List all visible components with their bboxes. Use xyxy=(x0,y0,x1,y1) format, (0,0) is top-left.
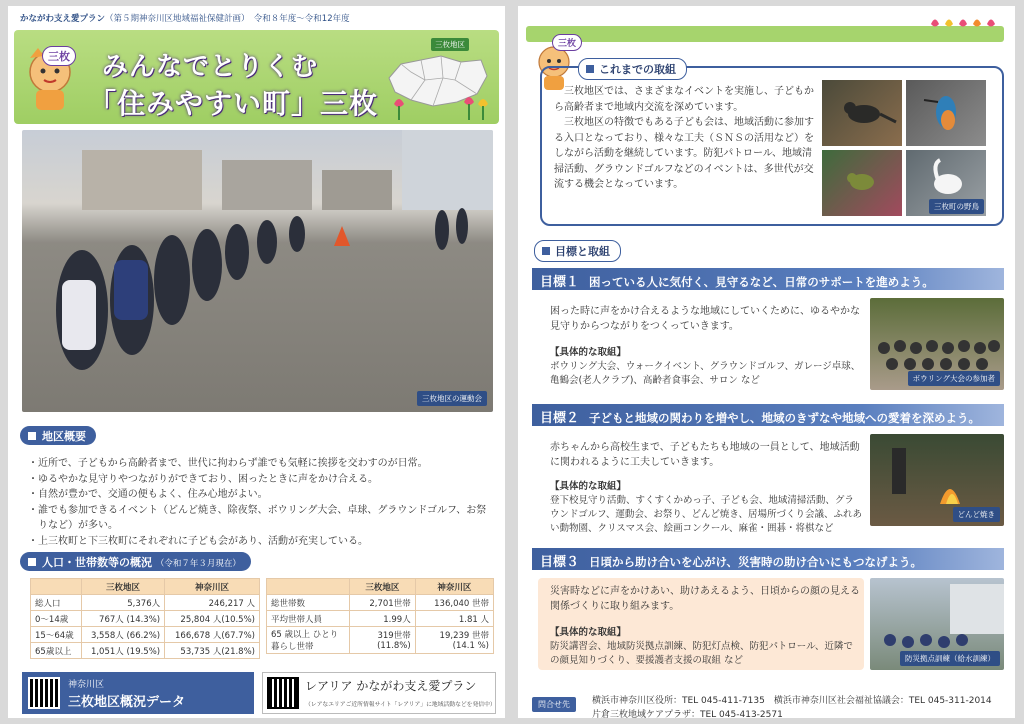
overview-item: ・ ゆるやかな見守りやつながりができており、困ったときに声をかけ合える。 xyxy=(28,472,493,488)
table-cell: 166,678 人(67.7%) xyxy=(165,627,260,643)
page-title-line1: みんなでとりくむ xyxy=(102,52,319,82)
plan-period: 令和８年度〜令和12年度 xyxy=(253,14,350,24)
table-cell: 19,239 世帯 (14.1 %) xyxy=(415,627,493,654)
bird-photo xyxy=(906,80,986,146)
goal2-photo xyxy=(870,434,1004,526)
table-header-row xyxy=(31,579,260,595)
goal-actions xyxy=(550,626,862,668)
photo-illustration xyxy=(22,130,493,412)
goal2-heading xyxy=(532,404,1004,426)
goal-text: 赤ちゃんから高校生まで、子どもたちも地域の一員として、地域活動に関われるように工夫していきます。 xyxy=(550,442,860,468)
overview-item: ・ 誰でも参加できるイベント（どんど焼き、除夜祭、ボウリング大会、卓球、グラウンドゴルフ、お祭りなど）が多い。 xyxy=(28,503,493,534)
goals-heading xyxy=(534,240,621,262)
mascot-tag: 三枚 xyxy=(42,46,76,66)
ward-label: 神奈川区 xyxy=(68,680,105,690)
table-cell: 1.81 人 xyxy=(415,611,493,627)
goal-title: 子どもと地域の関わりを増やし、地域のきずなや地域への愛着を深めよう。 xyxy=(589,411,981,425)
table-cell: 15〜64歳 xyxy=(31,627,82,643)
right-page xyxy=(518,6,1015,718)
mascot-tag: 三枚 xyxy=(552,34,582,51)
table-cell: 0〜14歳 xyxy=(31,611,82,627)
past-text xyxy=(554,84,818,193)
goal-number: 目標３ xyxy=(540,555,580,570)
contact-label: 問合せ先 xyxy=(532,697,576,712)
goal3-heading xyxy=(532,548,1004,570)
bird-icon xyxy=(822,80,902,146)
goal3-photo xyxy=(870,578,1004,670)
goal-photo-caption: 防災拠点訓練（給水訓練） xyxy=(900,651,1000,666)
data-link-box[interactable] xyxy=(22,672,254,714)
table-row xyxy=(31,643,260,659)
goal-actions-label: 【具体的な取組】 xyxy=(550,481,627,492)
qr-code-icon[interactable] xyxy=(28,677,60,709)
table-header xyxy=(267,579,350,595)
realia-note: （レアなエリアご近所情報サイト「レアリア」に地域活動などを発信中） xyxy=(305,702,496,708)
goal1-heading xyxy=(532,268,1004,290)
page-title-line2: 「住みやすい町」三枚 xyxy=(88,87,379,120)
goal-actions-text: 登下校見守り活動、すくすくかめっ子、子ども会、地域清掃活動、グラウンドゴルフ、運動会、お祭り、どんど焼き、居場所づくり会議、ふれあい動物園、クリスマス会、絵画コンクール、麻雀・囲碁・将棋など xyxy=(550,495,862,534)
title-banner xyxy=(14,30,499,124)
table-header: 三枚地区 xyxy=(81,579,164,595)
goal-actions-text: ボウリング大会、ウォークイベント、グラウンドゴルフ、ガレージ卓球、亀鶴会(老人クラブ)、高齢者食事会、サロン など xyxy=(550,361,861,386)
population-heading-text: 人口・世帯数等の概況 xyxy=(42,556,152,569)
table-row xyxy=(31,627,260,643)
table-header: 三枚地区 xyxy=(350,579,416,595)
goal-actions-label: 【具体的な取組】 xyxy=(550,347,627,358)
contact-line: 片倉三枚地域ケアプラザ：TEL 045-413-2571 xyxy=(592,710,783,718)
table-cell: 5,376人 xyxy=(81,595,164,611)
birds-photo-grid xyxy=(822,80,986,216)
realia-link-box[interactable] xyxy=(262,672,496,714)
overview-heading xyxy=(20,426,96,445)
plan-line xyxy=(20,12,350,24)
overview-item: ・ 自然が豊かで、交通の便もよく、住み心地がよい。 xyxy=(28,487,493,503)
goal-actions xyxy=(550,346,862,388)
past-paragraph: 三枚地区の特徴でもある子ども会は、地域活動に参加する入口となっており、様々な工夫（ＳＮＳの活用など）をしながら活動を継続しています。防犯パトロール、地域清掃活動、グラウンドゴルフなどのイベントは、多世代が交流する機会となっています。 xyxy=(554,117,814,190)
bird-photo xyxy=(822,150,902,216)
qr-code-icon[interactable] xyxy=(267,677,299,709)
overview-item: ・ 上三枚町と下三枚町にそれぞれに子ども会があり、活動が充実している。 xyxy=(28,534,493,550)
past-heading-text: これまでの取組 xyxy=(599,63,676,76)
sports-day-photo xyxy=(22,130,493,412)
table-row xyxy=(31,611,260,627)
table-header: 神奈川区 xyxy=(415,579,493,595)
overview-heading-text: 地区概要 xyxy=(42,430,86,443)
goal-number: 目標２ xyxy=(540,411,580,426)
table-cell: 319世帯 (11.8%) xyxy=(350,627,416,654)
flowers-icon xyxy=(927,14,1007,32)
realia-title: レアリア かながわ支え愛プラン xyxy=(305,679,477,693)
table-cell: 平均世帯人員 xyxy=(267,611,350,627)
population-table xyxy=(30,578,260,659)
goal-actions-label: 【具体的な取組】 xyxy=(550,627,627,638)
goal-text: 災害時などに声をかけあい、助けあえるよう、日頃からの顔の見える関係づくりに取り組みます。 xyxy=(550,586,860,612)
goal-photo-caption: どんど焼き xyxy=(953,507,1001,522)
goal-actions-text: 防災講習会、地域防災拠点訓練、防犯灯点検、防犯パトロール、近隣での顔見知りづくり、要援護者支援の取組 など xyxy=(550,641,853,666)
kingfisher-icon xyxy=(906,80,986,146)
table-cell: 1.99人 xyxy=(350,611,416,627)
table-header: 神奈川区 xyxy=(165,579,260,595)
table-cell: 3,558人 (66.2%) xyxy=(81,627,164,643)
data-title: 三枚地区概況データ xyxy=(68,695,186,710)
plan-subtitle: （第５期神奈川区地域福祉保健計画） xyxy=(105,14,246,24)
goals-heading-text: 目標と取組 xyxy=(555,245,610,258)
table-cell: 総世帯数 xyxy=(267,595,350,611)
table-cell: 53,735 人(21.8%) xyxy=(165,643,260,659)
table-header xyxy=(31,579,82,595)
table-cell: 65 歳以上 ひとり暮らし世帯 xyxy=(267,627,350,654)
table-cell: 246,217 人 xyxy=(165,595,260,611)
goal-photo-caption: ボウリング大会の参加者 xyxy=(908,371,1000,386)
contact-line: 横浜市神奈川区役所：TEL 045-411-7135 横浜市神奈川区社会福祉協議会：TEL 045-311-2014 xyxy=(592,696,992,706)
footer-bar xyxy=(22,672,496,714)
table-cell: 総人口 xyxy=(31,595,82,611)
goal-text: 困った時に声をかけ合えるような地域にしていくために、ゆるやかな見守りからつながりをつくっていきます。 xyxy=(550,306,860,332)
birds-caption: 三枚町の野鳥 xyxy=(929,199,984,214)
left-page xyxy=(8,6,505,718)
bird-icon xyxy=(822,150,902,216)
household-table xyxy=(266,578,494,654)
population-heading-note: （令和７年３月現在） xyxy=(155,559,241,569)
goal-number: 目標１ xyxy=(540,275,580,290)
overview-list xyxy=(28,456,493,549)
goal-title: 日頃から助け合いを心がけ、災害時の助け合いにもつなげよう。 xyxy=(589,555,923,569)
photo-caption: 三枚地区の運動会 xyxy=(417,391,487,406)
table-cell: 65歳以上 xyxy=(31,643,82,659)
tulip-icon xyxy=(384,90,494,120)
table-cell: 136,040 世帯 xyxy=(415,595,493,611)
contact-info xyxy=(592,694,992,718)
table-row xyxy=(267,627,494,654)
district-tag: 三枚地区 xyxy=(431,38,469,51)
past-heading xyxy=(578,58,687,80)
table-cell: 767人 (14.3%) xyxy=(81,611,164,627)
overview-item: ・ 近所で、子どもから高齢者まで、世代に拘わらず誰でも気軽に挨拶を交わすのが日常。 xyxy=(28,456,493,472)
bird-photo xyxy=(822,80,902,146)
goal-actions xyxy=(550,480,862,536)
table-row xyxy=(31,595,260,611)
goal1-photo xyxy=(870,298,1004,390)
table-cell: 1,051人 (19.5%) xyxy=(81,643,164,659)
goal-title: 困っている人に気付く、見守るなど、日常のサポートを進めよう。 xyxy=(589,275,934,289)
table-row xyxy=(267,611,494,627)
past-paragraph: 三枚地区では、さまざまなイベントを実施し、子どもから高齢者まで地域内交流を深めています。 xyxy=(554,86,814,113)
table-row xyxy=(267,595,494,611)
plan-name: かながわ支え愛プラン xyxy=(20,14,106,24)
table-cell: 2,701世帯 xyxy=(350,595,416,611)
table-header-row xyxy=(267,579,494,595)
table-cell: 25,804 人(10.5%) xyxy=(165,611,260,627)
population-heading xyxy=(20,552,251,571)
